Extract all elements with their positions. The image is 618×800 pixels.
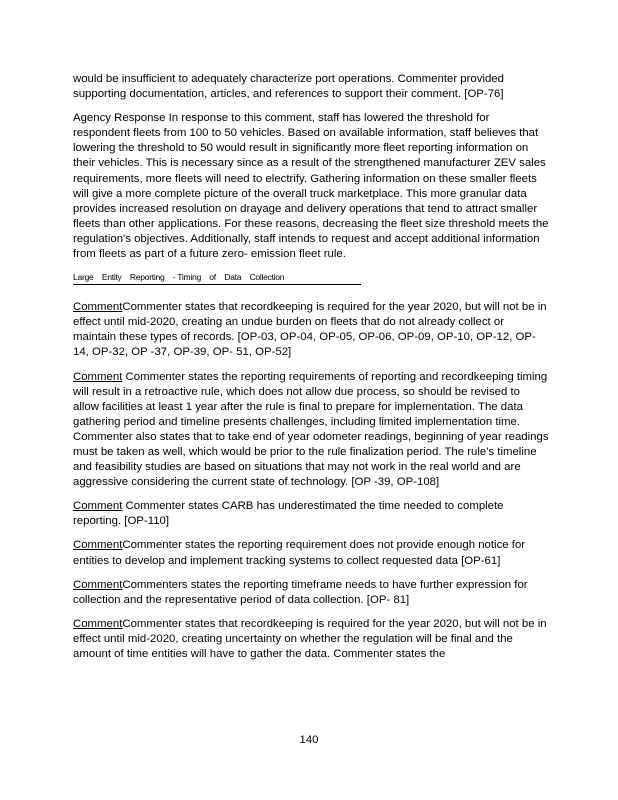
comment-label: Comment bbox=[73, 500, 123, 513]
comment-label: Comment bbox=[73, 539, 123, 552]
comment-paragraph bbox=[73, 499, 549, 529]
comment-paragraph bbox=[73, 617, 549, 662]
agency-response-paragraph: Agency Response In response to this comment, staff has lowered the threshold for respondent fleets from 100 to 50 vehicles. Based on available information, staff believes that lowering the threshold to 50 would result in significantly more fleet reporting information on their vehicles. This is necessary since as a result of the strengthened manufacturer ZEV sales requirements, more fleets will need to electrify. Gathering information on these smaller fleets will give a more complete picture of the overall truck marketplace. This more granular data provides increased resolution on drayage and delivery operations that tend to attract smaller fleets than other applications. For these reasons, decreasing the fleet size threshold meets the regulation's objectives. Additionally, staff intends to request and accept additional information from fleets as part of a future zero- emission fleet rule. bbox=[73, 112, 549, 261]
section-heading: Large Entity Reporting - Timing of Data Collection bbox=[73, 271, 361, 285]
comment-text: Commenter states the reporting requirement does not provide enough notice for entities to develop and implement tracking systems to collect requested data [OP-61] bbox=[73, 539, 526, 567]
comment-label: Comment bbox=[73, 617, 123, 630]
paragraph-continuation: would be insufficient to adequately characterize port operations. Commenter provided supporting documentation, articles, and references to support their comment. [OP-76] bbox=[73, 73, 504, 101]
comment-paragraph bbox=[73, 300, 549, 360]
comment-label: Comment bbox=[73, 578, 123, 591]
comment-paragraph bbox=[73, 538, 549, 568]
comment-text: Commenters states the reporting timeframe needs to have further expression for collection and the representative period of data collection. [OP- 81] bbox=[73, 578, 528, 606]
comment-paragraph bbox=[73, 370, 549, 491]
comment-text: Commenter states that recordkeeping is required for the year 2020, but will not be in effect until mid-2020, creating uncertainty on whether the regulation will be final and the amount of time entities will have to gather the data. Commenter states the bbox=[73, 617, 547, 660]
comment-label: Comment bbox=[73, 370, 123, 383]
comment-text: Commenter states CARB has underestimated the time needed to complete reporting. [OP-110] bbox=[73, 500, 504, 528]
comment-text: Commenter states that recordkeeping is required for the year 2020, but will not be in effect until mid-2020, creating an undue burden on fleets that do not already collect or maintain these types of records. [OP-03, OP-04, OP-05, OP-06, OP-09, OP-10, OP-12, OP-14, OP-32, OP -37, OP-39, OP- 51, OP-52] bbox=[73, 301, 547, 359]
comment-label: Comment bbox=[73, 301, 123, 314]
page-number: 140 bbox=[299, 734, 319, 746]
comment-text: Commenter states the reporting requirements of reporting and recordkeeping timing will result in a retroactive rule, which does not allow due process, so should be revised to allow facilities at least 1 year after the rule is final to prepare for implementation. The data gathering period and timeline presents challenges, including limited implementation time. Commenter also states that to take end of year odometer readings, beginning of year readings must be taken as well, which would be prior to the rule finalization period. The rule's timeline and feasibility studies are based on situations that may not work in the real world and are aggressive considering the current state of technology. [OP -39, OP-108] bbox=[73, 370, 549, 489]
comment-paragraph bbox=[73, 578, 549, 608]
document-body bbox=[73, 72, 549, 671]
